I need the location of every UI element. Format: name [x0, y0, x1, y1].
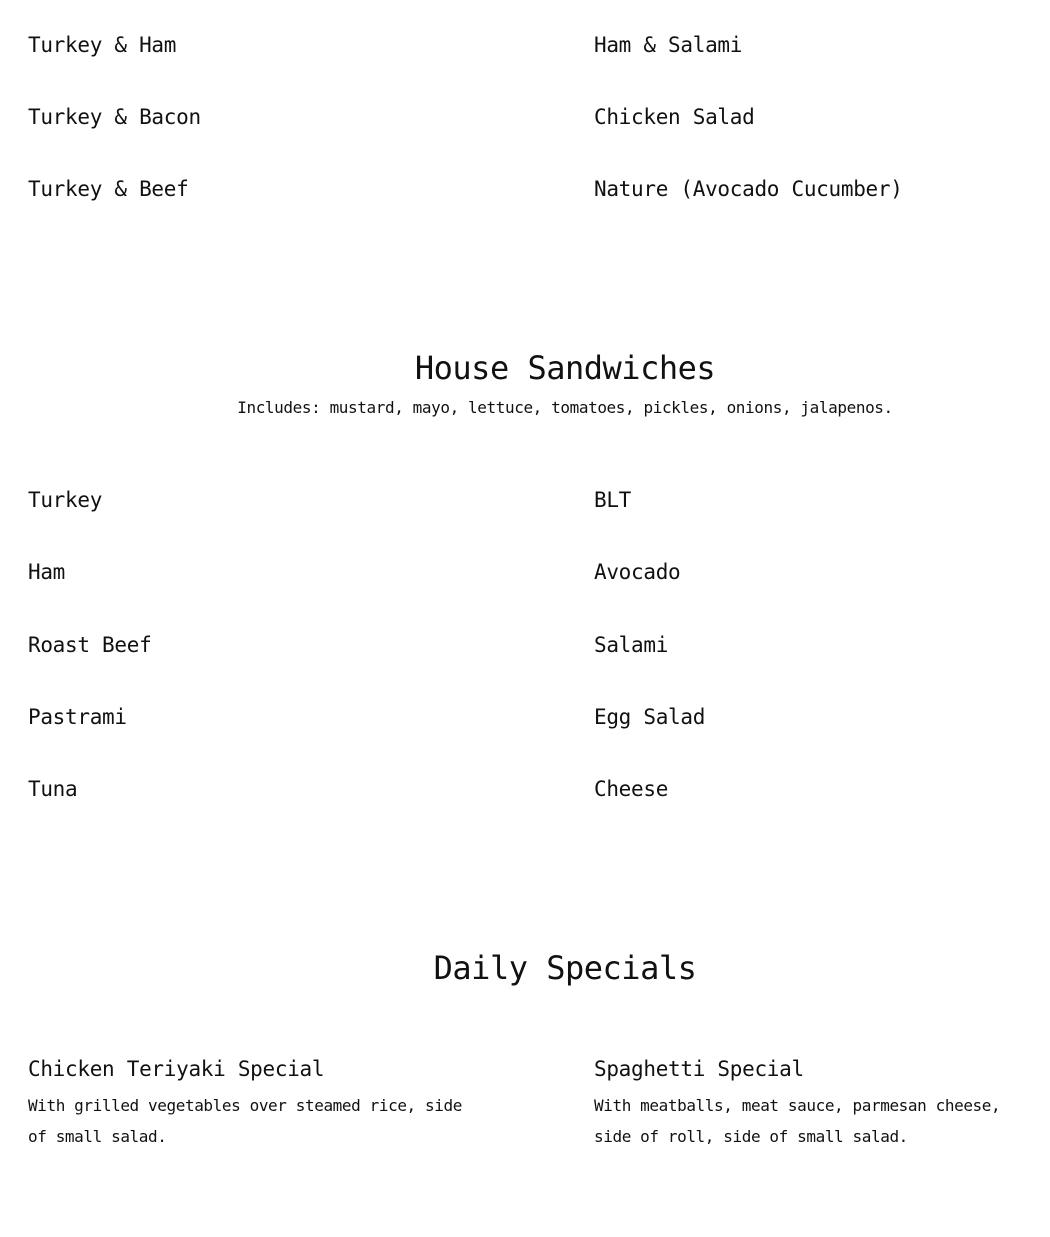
menu-item: Roast Beef	[28, 633, 152, 657]
section-includes-note: Includes: mustard, mayo, lettuce, tomatoes, pickles, onions, jalapenos.	[237, 398, 893, 417]
menu-item: Ham & Salami	[594, 33, 743, 57]
special-item-name: Chicken Teriyaki Special	[28, 1057, 325, 1081]
menu-item: Turkey & Ham	[28, 33, 177, 57]
menu-item: Egg Salad	[594, 705, 706, 729]
menu-item: BLT	[594, 488, 632, 512]
menu-item: Turkey & Beef	[28, 177, 189, 201]
special-item-name: Spaghetti Special	[594, 1057, 804, 1081]
special-item-description: With meatballs, meat sauce, parmesan cheese, side of roll, side of small salad.	[594, 1096, 1001, 1146]
menu-item: Turkey	[28, 488, 103, 512]
special-item-description: With grilled vegetables over steamed rice, side of small salad.	[28, 1096, 462, 1146]
menu-item: Salami	[594, 633, 669, 657]
menu-item: Tuna	[28, 777, 78, 801]
menu-item: Turkey & Bacon	[28, 105, 201, 129]
menu-item: Nature (Avocado Cucumber)	[594, 177, 903, 201]
section-title: Daily Specials	[433, 949, 697, 987]
menu-item: Pastrami	[28, 705, 127, 729]
section-title: House Sandwiches	[414, 349, 716, 387]
menu-item: Cheese	[594, 777, 669, 801]
menu-item: Chicken Salad	[594, 105, 755, 129]
menu-item: Ham	[28, 560, 66, 584]
menu-item: Avocado	[594, 560, 681, 584]
